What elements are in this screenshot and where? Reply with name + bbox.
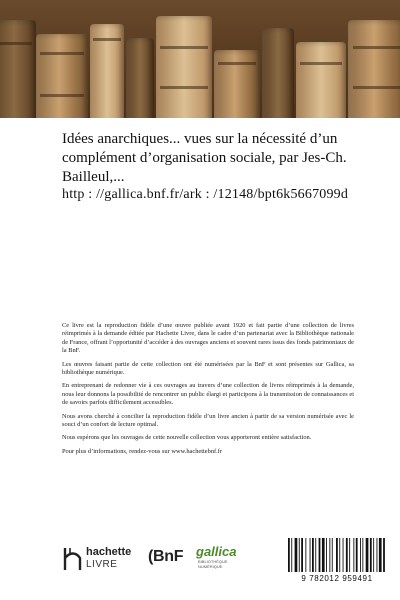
bnf-logo: (BnF (148, 548, 184, 565)
logos-row (62, 538, 392, 586)
isbn-barcode (282, 538, 392, 584)
book-title: Idées anarchiques... vues sur la nécessité d’un complément d’organisation sociale, par Jes-Ch. Bailleul,... (62, 131, 347, 185)
barcode-digits: 9 782012 959491 (301, 574, 373, 583)
hachette-livre-logo (62, 544, 142, 574)
book-spine (0, 20, 36, 118)
book-spine (214, 50, 260, 118)
book-spine (262, 28, 294, 118)
gallica-logo (196, 544, 242, 574)
info-paragraph: Nous espérons que les ouvrages de cette nouvelle collection vous apporteront entière satisfaction. (62, 434, 312, 442)
bookshelf-banner-image (0, 0, 400, 118)
info-paragraph: Nous avons cherché à concilier la reproduction fidèle d’un livre ancien à partir de sa version numérisée avec le souci d’un confort de lecture optimal. (62, 412, 354, 429)
book-spine (296, 42, 346, 118)
gallica-ark-link[interactable]: http : //gallica.bnf.fr/ark : /12148/bpt6k5667099d (62, 187, 349, 202)
info-paragraph: Ce livre est la reproduction fidèle d’une œuvre publiée avant 1920 et fait partie d’une collection de livres réimprimés à la demande éditée par Hachette Livre, dans le cadre d’un partenariat avec la Bibliothèque nationale de France, offrant l’opportunité d’accéder à des ouvrages anciens et souvent rares issus des fonds patrimoniaux de la BnF. (62, 322, 354, 355)
hachette-mark-icon (62, 546, 84, 572)
book-spine (156, 16, 212, 118)
info-paragraph: En entreprenant de redonner vie à ces ouvrages au travers d’une collection de livres réimprimés à la demande, nous leur donnons la possibilité de rencontrer un public élargi et participons à la transmission de connaissances et de savoirs parfois difficilement accessibles. (62, 382, 354, 407)
book-spine (90, 24, 124, 118)
more-info-text: Pour plus d’informations, rendez-vous sur www.hachettebnf.fr (62, 447, 223, 455)
gallica-wordmark: gallica (196, 544, 237, 559)
book-spine (126, 38, 154, 118)
info-paragraph: Les œuvres faisant partie de cette collection ont été numérisées par la BnF et sont présentes sur Gallica, sa bibliothèque numérique. (62, 360, 354, 377)
hachette-name: hachette (86, 546, 132, 558)
book-spine (36, 34, 88, 118)
book-spine (348, 20, 400, 118)
hachette-sub: LIVRE (86, 559, 118, 570)
collection-info (62, 322, 354, 461)
barcode-bars-icon (282, 538, 392, 574)
gallica-subtitle: BIBLIOTHÈQUE NUMÉRIQUE (198, 559, 228, 569)
